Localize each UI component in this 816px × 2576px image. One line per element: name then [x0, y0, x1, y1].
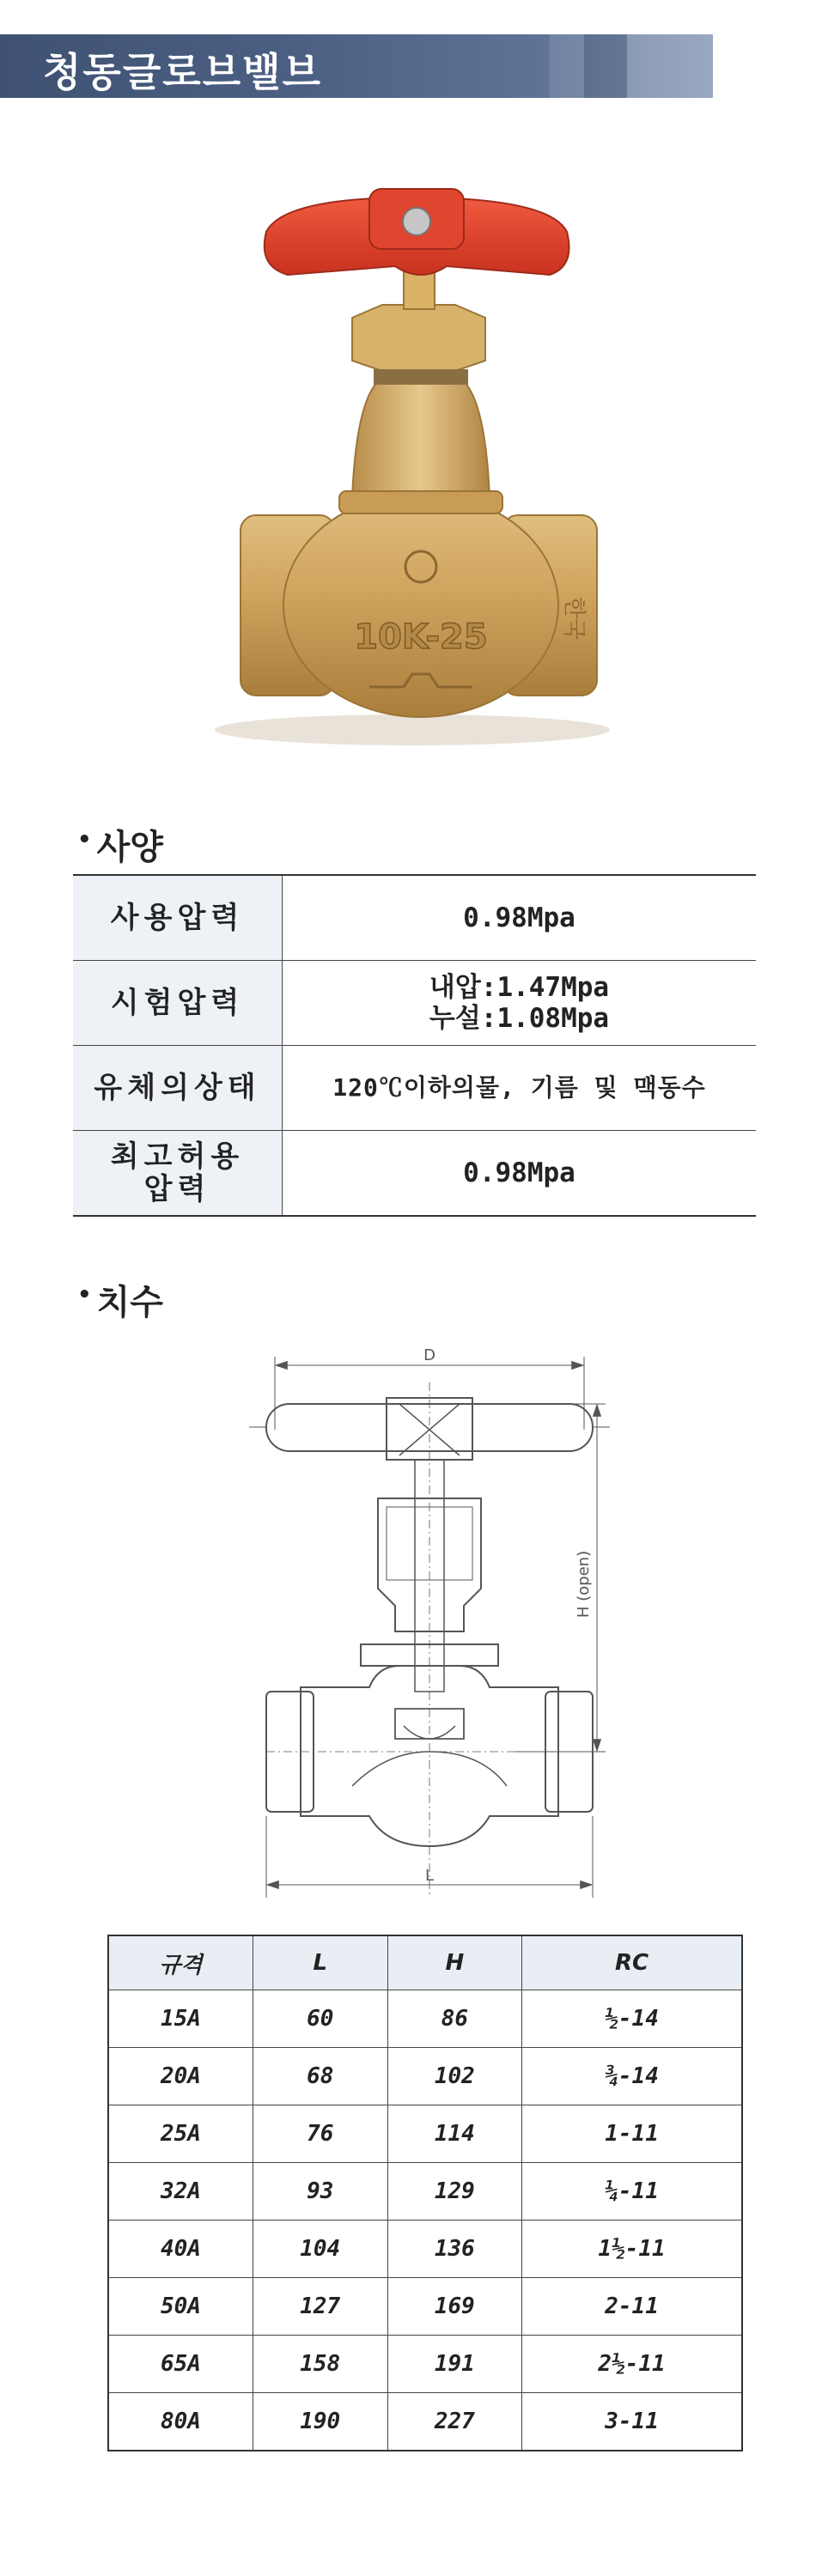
spec-value: 내압:1.47Mpa 누설:1.08Mpa	[283, 961, 757, 1046]
spec-value: 0.98Mpa	[283, 1131, 757, 1217]
table-cell: 191	[387, 2336, 522, 2393]
table-cell: 3-11	[522, 2393, 742, 2451]
table-cell: 20A	[108, 2048, 253, 2105]
table-cell: 15A	[108, 1990, 253, 2048]
dimension-label-d: D	[423, 1348, 435, 1364]
body-marking: 10K-25	[354, 617, 488, 657]
spec-label: 시험압력	[73, 961, 283, 1046]
title-banner	[0, 34, 713, 98]
table-row	[108, 2278, 742, 2336]
product-photo	[0, 137, 816, 773]
table-body	[108, 1990, 742, 2451]
table-row	[108, 2105, 742, 2163]
table-row	[108, 2336, 742, 2393]
banner-stripe	[550, 34, 584, 98]
bullet-dot-icon: •	[77, 826, 92, 853]
spec-table	[73, 874, 756, 1217]
table-cell: 86	[387, 1990, 522, 2048]
table-cell: 136	[387, 2221, 522, 2278]
table-cell: ¾-14	[522, 2048, 742, 2105]
spec-row	[73, 1131, 756, 1217]
table-cell: 76	[253, 2105, 387, 2163]
spec-label: 사용압력	[73, 875, 283, 961]
dimension-label-h: H (open)	[575, 1550, 593, 1619]
spec-section-heading: • 사양	[77, 826, 163, 867]
valve-dimension-drawing	[249, 1348, 610, 1906]
dimension-label-l: L	[424, 1867, 435, 1885]
table-cell: 114	[387, 2105, 522, 2163]
table-row	[108, 2163, 742, 2221]
column-header: 규격	[108, 1935, 253, 1990]
banner-stripe	[584, 34, 627, 98]
spec-row	[73, 1046, 756, 1131]
table-cell: 127	[253, 2278, 387, 2336]
spec-label: 최고허용 압력	[73, 1131, 283, 1217]
table-cell: 190	[253, 2393, 387, 2451]
column-header: L	[253, 1935, 387, 1990]
table-cell: 104	[253, 2221, 387, 2278]
table-cell: 158	[253, 2336, 387, 2393]
bullet-dot-icon: •	[77, 1281, 92, 1308]
table-cell: 80A	[108, 2393, 253, 2451]
table-cell: 129	[387, 2163, 522, 2221]
table-row	[108, 1990, 742, 2048]
table-cell: ½-14	[522, 1990, 742, 2048]
table-cell: 102	[387, 2048, 522, 2105]
side-marking: 한국	[561, 596, 587, 641]
table-cell: 227	[387, 2393, 522, 2451]
spec-row	[73, 961, 756, 1046]
table-cell: 25A	[108, 2105, 253, 2163]
table-row	[108, 2048, 742, 2105]
spec-value: 0.98Mpa	[283, 875, 757, 961]
table-header-row	[108, 1935, 742, 1990]
table-cell: 1½-11	[522, 2221, 742, 2278]
table-cell: 40A	[108, 2221, 253, 2278]
column-header: RC	[522, 1935, 742, 1990]
table-cell: ¼-11	[522, 2163, 742, 2221]
table-cell: 169	[387, 2278, 522, 2336]
spec-value: 120℃이하의물, 기름 및 맥동수	[283, 1046, 757, 1131]
table-row	[108, 2393, 742, 2451]
table-cell: 32A	[108, 2163, 253, 2221]
spec-label: 유체의상태	[73, 1046, 283, 1131]
table-cell: 93	[253, 2163, 387, 2221]
column-header: H	[387, 1935, 522, 1990]
table-cell: 1-11	[522, 2105, 742, 2163]
table-cell: 2½-11	[522, 2336, 742, 2393]
table-cell: 68	[253, 2048, 387, 2105]
page-title: 청동글로브밸브	[43, 49, 323, 95]
dimension-table	[107, 1935, 743, 2451]
table-row	[108, 2221, 742, 2278]
table-cell: 65A	[108, 2336, 253, 2393]
table-cell: 60	[253, 1990, 387, 2048]
banner-stripe	[627, 34, 713, 98]
table-cell: 50A	[108, 2278, 253, 2336]
spec-row	[73, 875, 756, 961]
table-cell: 2-11	[522, 2278, 742, 2336]
dimension-section-heading: • 치수	[77, 1281, 163, 1322]
